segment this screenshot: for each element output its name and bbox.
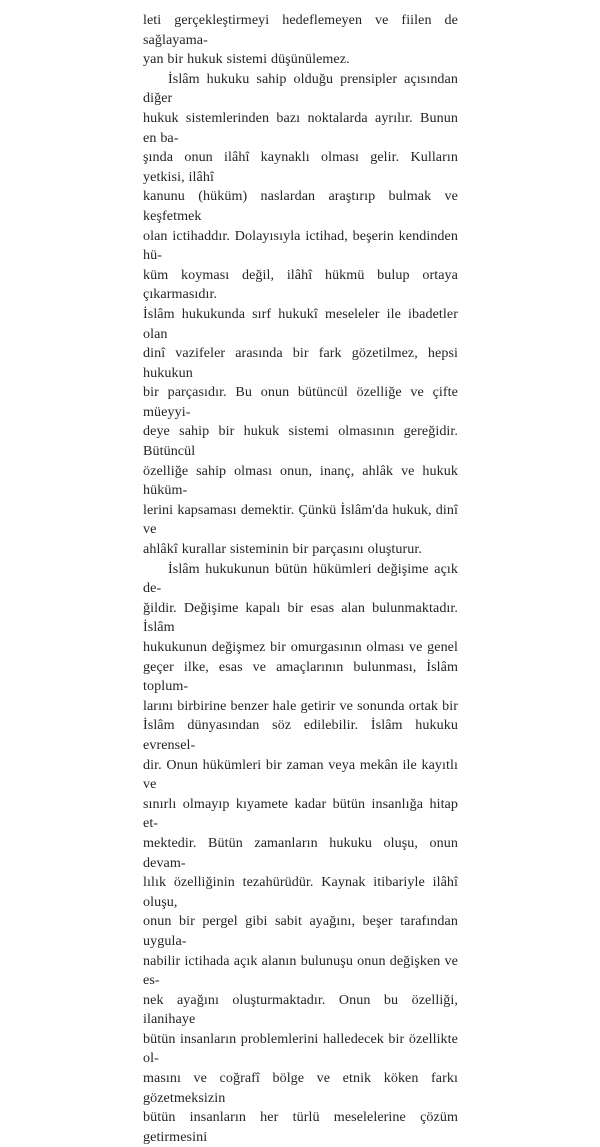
text-line: kanunu (hüküm) naslardan araştırıp bulmak ve keşfetmek (143, 188, 458, 224)
text-line-last: ahlâkî kurallar sisteminin bir parçasını oluşturur. (143, 541, 422, 558)
text-line: sınırlı olmayıp kıyamete kadar bütün insanlığa hitap et- (143, 795, 458, 832)
text-line: İslâm dünyasından söz edilebilir. İslâm hukuku evrensel- (143, 717, 458, 753)
text-line: geçer ilke, esas ve amaçlarının bulunması, İslâm toplum- (143, 658, 458, 695)
text-line: dinî vazifeler arasında bir fark gözetilmez, hepsi hukukun (143, 345, 458, 381)
text-line: larını birbirine benzer hale getirir ve sonunda ortak bir (143, 697, 458, 714)
text-line: bütün insanların her türlü meselelerine çözüm getirmesini (143, 1109, 458, 1145)
paragraph-degisime-acik (143, 560, 458, 1147)
text-line: dir. Onun hükümleri bir zaman veya mekân ile kayıtlı ve (143, 756, 458, 793)
text-line: bütün insanların problemlerini halledecek bir özellikte ol- (143, 1030, 458, 1067)
paragraph-islam-hukuku-prensipler (143, 70, 458, 560)
text-line: İslâm hukuku sahip olduğu prensipler açısından diğer (143, 70, 458, 107)
text-line: deye sahip bir hukuk sistemi olmasının gereğidir. Bütüncül (143, 423, 458, 460)
text-line: küm koyması değil, ilâhî hükmü bulup ortaya çıkarmasıdır. (143, 266, 458, 303)
text-line: onun bir pergel gibi sabit ayağını, beşer tarafından uygula- (143, 913, 458, 949)
text-line: lerini kapsaması demektir. Çünkü İslâm'da hukuk, dinî ve (143, 501, 458, 538)
text-line: nabilir ictihada açık alanın bulunuşu onun değişken ve es- (143, 952, 458, 989)
paragraph-continuation (143, 11, 458, 70)
text-line: hukuk sistemlerinden bazı noktalarda ayrılır. Bunun en ba- (143, 109, 458, 146)
text-line: olan ictihaddır. Dolayısıyla ictihad, beşerin kendinden hü- (143, 227, 458, 264)
text-line: İslâm hukukunun bütün hükümleri değişime açık de- (143, 560, 458, 597)
text-line: İslâm hukukunda sırf hukukî meseleler ile ibadetler olan (143, 305, 458, 342)
text-line: leti gerçekleştirmeyi hedeflemeyen ve fiilen de sağlayama- (143, 12, 458, 48)
text-line: özelliğe sahip olması onun, inanç, ahlâk ve hukuk hüküm- (143, 462, 458, 499)
text-line: yan bir hukuk sistemi düşünülemez. (143, 51, 350, 68)
text-line: hukukunun değişmez bir omurgasının olması ve genel (143, 639, 458, 655)
text-line: masını ve coğrafî bölge ve etnik köken farkı gözetmeksizin (143, 1070, 458, 1106)
text-line: nek ayağını oluşturmaktadır. Onun bu özelliği, ilanihaye (143, 991, 458, 1028)
text-column (143, 11, 458, 1147)
text-line: şında onun ilâhî kaynaklı olması gelir. Kulların yetkisi, ilâhî (143, 149, 458, 185)
text-line: mektedir. Bütün zamanların hukuku oluşu, onun devam- (143, 834, 458, 871)
text-line: lılık özelliğinin tezahürüdür. Kaynak itibariyle ilâhî oluşu, (143, 874, 458, 910)
text-line: bir parçasıdır. Bu onun bütüncül özelliğe ve çifte müeyyi- (143, 384, 458, 420)
text-line: ğildir. Değişime kapalı bir esas alan bulunmaktadır. İslâm (143, 599, 458, 636)
